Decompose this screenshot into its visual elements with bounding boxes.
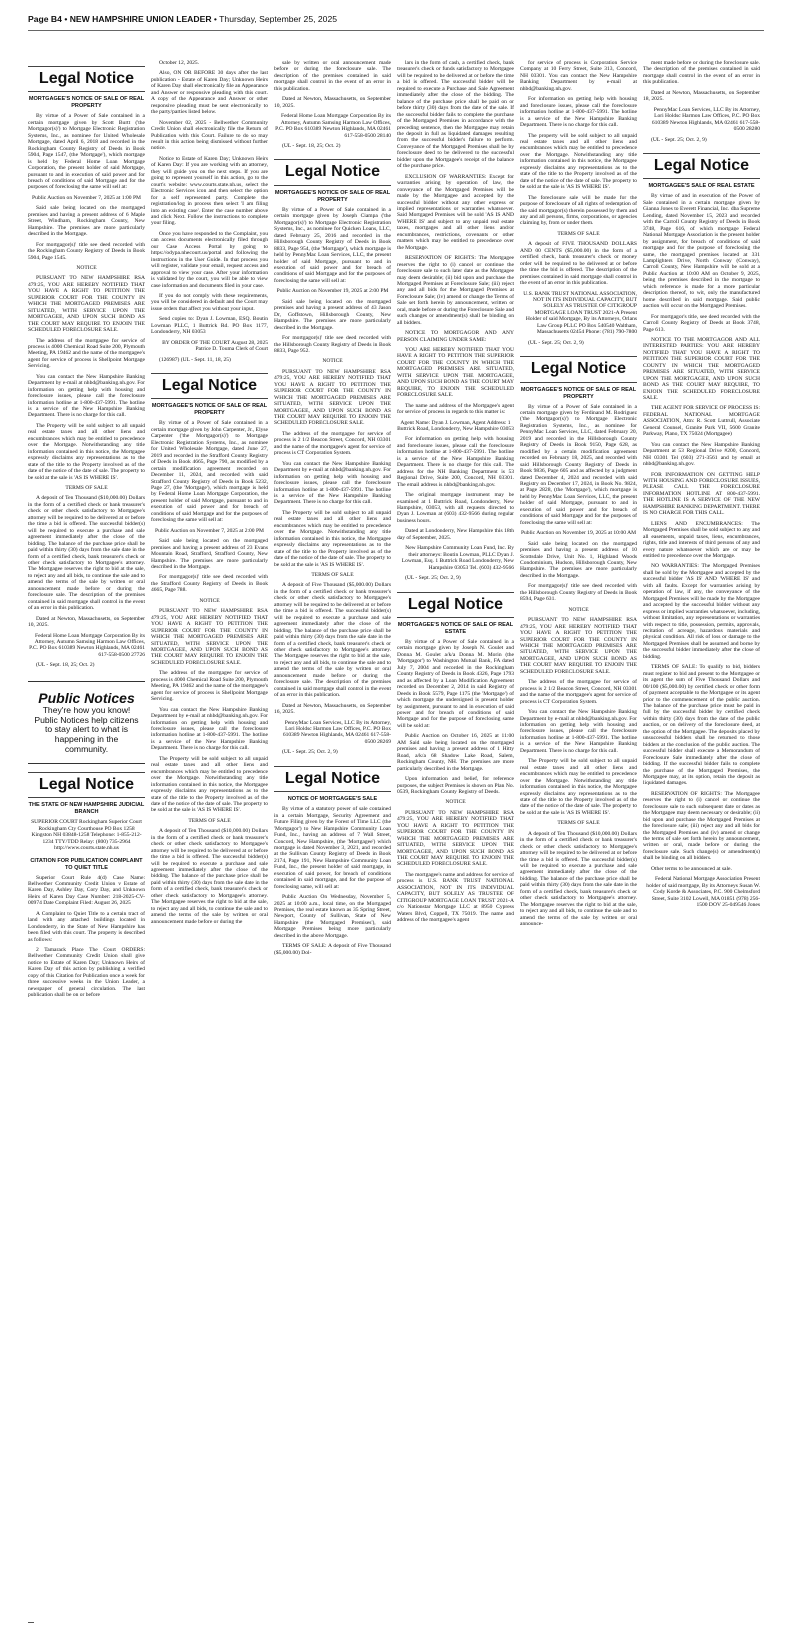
notice-paragraph: The property will be sold subject to all unpaid real estate taxes and all other liens and encumbrances which may be entitled to precedence over the Mortgage. Notwithstanding any title information contained in this notice, the Mortgagee expressly disclaims any representations as to the state of the title to the Property involved as of the date of the notice of the date of sale. The property to be sold at the sale is 'AS IS WHERE IS'.	[520, 132, 637, 191]
section-heading: Legal Notice	[643, 153, 760, 179]
spacer	[28, 999, 145, 1003]
notice-paragraph: PURSUANT TO NEW HAMPSHIRE RSA 479:25, YOU ARE HEREBY NOTIFIED THAT YOU HAVE A RIGHT TO PETITION THE SUPERIOR COURT FOR THE COUNTY IN WHICH THE MORTGAGED PREMISES ARE SITUATED, WITH SERVICE UPON THE MORTGAGEE, AND UPON SUCH BOND AS THE COURT MAY REQUIRE TO ENJOIN THE SCHEDULED FORECLOSURE SALE.	[151, 608, 268, 666]
spacer	[28, 669, 145, 673]
notice-paragraph: Said sale being located on the mortgaged premises and having a present address of 43 Jason Dr, Goffstown, Hillsborough County, New Hampshire. The premises are more particularly described in the Mortgage.	[274, 298, 391, 331]
notice-paragraph: By virtue of a Power of Sale contained in a certain mortgage given by John Carpenter, Jr., Elyse Carpenter ('the Mortgagor(s)') to Mortgage Electronic Registration Systems, Inc., as nominee for United Wholesale Mortgage, dated June 27, 2019 and recorded in the Strafford County Registry of Deeds in Book 4665, Page 790, as modified by a certain modification agreement recorded on December 11, 2024, and recorded with said Strafford County Registry of Deeds in Book 5232, Page 27, (the 'Mortgage'), which mortgage is held by Federal Home Loan Mortgage Corporation, the present holder of said Mortgage, pursuant to and in execution of said power and for breach of conditions of said Mortgage and for the purposes of foreclosing the same will sell at:	[151, 420, 268, 524]
notice-signature: BY ORDER OF THE COURT August 28, 2025 Patrice D. Touma Clerk of Court	[162, 339, 268, 353]
section-heading: Legal Notice	[520, 356, 637, 382]
notice-paragraph: RESERVATION OF RIGHTS: The Mortgagee reserves the right to (i) cancel or continue the foreclosure sale to such later date as the Mortgagee may deem desirable; (ii) bid upon and purchase the Mortgaged Premises at Foreclosure Sale; (iii) reject any and all bids for the Mortgaged Premises at Foreclosure Sale; (iv) amend or change the Terms of Sale set forth herein by announcement, written or oral, made before or during the Foreclosure Sale and such changes or amendment(s) shall be binding on all bidders.	[397, 255, 514, 326]
page-header	[28, 14, 764, 31]
notice-paragraph: Dated at Newton, Massachusetts, on September 18, 2025.	[643, 89, 760, 103]
notice-paragraph: Said sale being located on the mortgaged premises and having a present address of 23 Evans Mountain Road, Strafford, Strafford County, New Hampshire. The premises are more particularly described in the Mortgage.	[151, 538, 268, 570]
column-5	[520, 60, 637, 1580]
notice-centered-line: TERMS OF SALE	[188, 817, 231, 824]
notice-paragraph: (UL - Sept. 25; Oct. 2, 9)	[528, 339, 584, 346]
notice-paragraph: NOTICE TO THE MORTGAGOR AND ALL INTERESTED PARTIES: YOU ARE HEREBY NOTIFIED THAT YOU HAVE A RIGHT TO PETITION THE SUPERIOR COURT FOR THE COUNTY IN WHICH THE MORTGAGED PREMISES ARE SITUATED, WITH SERVICE UPON THE MORTGAGEE, AND UPON SUCH BOND AS THE COURT MAY REQUIRE, TO ENJOIN THE SCHEDULED FORECLOSURE SALE.	[643, 336, 760, 402]
spacer	[28, 852, 145, 856]
notice-paragraph: YOU ARE HEREBY NOTIFIED THAT YOU HAVE A RIGHT TO PETITION THE SUPERIOR COURT FOR THE COUNTY IN WHICH THE MORTGAGED PREMISES ARE SITUATED, WITH SERVICE UPON THE MORTGAGEE, AND UPON SUCH BOND AS THE COURT MAY REQUIRE, TO ENJOIN THE SCHEDULED FORECLOSURE SALE.	[397, 347, 514, 399]
spacer	[151, 925, 268, 929]
notice-paragraph: Dated at Londonderry, New Hampshire this 18th day of September, 2025.	[397, 528, 514, 541]
promo-title: Public Notices	[38, 689, 135, 706]
notice-paragraph: November 02, 2025 - Bellwether Community Credit Union shall electronically file the Return of Publication with this Court. Failure to do so may result in this action being dismissed without further notice.	[151, 119, 268, 152]
notice-paragraph: PURSUANT TO NEW HAMPSHIRE RSA 479:25, YOU ARE HEREBY NOTIFIED THAT YOU HAVE A RIGHT TO PETITION THE SUPERIOR COURT FOR THE COUNTY IN WHICH THE MORTGAGED PREMISES ARE SITUATED, WITH SERVICE UPON THE MORTGAGEE, AND UPON SUCH BOND AS THE COURT MAY REQUIRE TO ENJOIN THE SCHEDULED FORECLOSURE SALE.	[397, 809, 514, 868]
notice-paragraph: For mortgagor(s)' title see deed recorded with the Hillsborough County Registry of Deeds in Book 8833, Page 952.	[274, 335, 391, 354]
notice-signature: PennyMac Loan Services, LLC By its Attorney, Lori Holdsc Harmon Law Offices, P.C. PO Box 610389 Newton Highlands, MA 02461 617-558-0500 28269	[282, 719, 391, 745]
notice-paragraph: sale by written or oral announcement made before or during the foreclosure sale. The description of the premises contained in said mortgage shall control in the event of an error in this publication.	[274, 60, 391, 92]
notice-paragraph: LIENS AND ENCUMBRANCES: The Mortgaged Premises shall be sold subject to any and all easements, unpaid taxes, liens, encumbrances, rights, title and interests of third persons of any and every nature whatsoever which are or may be entitled to precedence over the Mortgage.	[643, 520, 760, 559]
notice-paragraph: NO WARRANTIES: The Mortgaged Premises shall be sold by the Mortgagee and accepted by the successful bidder 'AS IS' AND 'WHERE IS' and with all faults. Except for warranties arising by operation of law, if any, the conveyance of the Mortgaged Premises will be made by the Mortgagee and accepted by the successful bidder without any express or implied warranties whatsoever, including, without limitation, any representations or warranties with respect to title, possession, permits, approvals, recitation of acreage, hazardous materials and physical condition. All risk of loss or damage to the Mortgaged Premises shall be assumed and borne by the successful bidder immediately after the close of bidding.	[643, 563, 760, 660]
notice-paragraph: PURSUANT TO NEW HAMPSHIRE RSA 479:25, YOU ARE HEREBY NOTIFIED THAT YOU HAVE A RIGHT TO PETITION THE SUPERIOR COURT FOR THE COUNTY IN WHICH THE MORTGAGED PREMISES ARE SITUATED, WITH SERVICE UPON THE MORTGAGEE, AND UPON SUCH BOND AS THE COURT MAY REQUIRE TO ENJOIN THE SCHEDULED FORECLOSURE SALE.	[28, 275, 145, 334]
notice-signature: New Hampshire Community Loan Fund, Inc. By their attorneys: Boutin Lowman, PLLC Dyan J. Lowman, Esq. 1 Buttrick Road Londonderry, New Hampshire 03053 Tel. (603) 432-9566	[401, 545, 514, 571]
notice-centered-line: Agent Name: Dyan J. Lowman, Agent Address: 1 Buttrick Road, Londonderry, New Hampshire 03053	[397, 419, 514, 433]
header-separator: •	[213, 14, 220, 24]
notice-paragraph: For mortgagor(s)' title see deed recorded with the Hillsborough County Registry of Deeds in Book 8594, Page 631.	[520, 583, 637, 603]
section-heading: Legal Notice	[28, 772, 145, 798]
notice-paragraph: The address of the mortgagee for service of process is 4000 Chemical Road Suite 200, Plymouth Meeting, PA 19462 and the name of the mortgagee's agent for service of process is Shellpoint Mortgage Servicing.	[151, 670, 268, 703]
notice-paragraph: ment made before or during the foreclosure sale. The description of the premises contained in said mortgage shall control in the event of an error in this publication.	[643, 60, 760, 86]
header-separator: •	[64, 14, 70, 24]
spacer	[520, 928, 637, 932]
notice-centered-line: TERMS OF SALE	[311, 572, 354, 578]
notice-paragraph: Upon information and belief, for reference purposes, the subject Premises is shown on Plan No. 0539, Rockingham County Registry of Deeds.	[397, 776, 514, 795]
notice-centered-line: NOTICE	[76, 264, 97, 271]
spacer	[397, 582, 514, 586]
notice-paragraph: The address of the mortgagee for service of process is 4000 Chemical Road Suite 200, Plymouth Meeting, PA 19462 and the name of the mortgagee's agent for service of process is Shellpoint Mortgage Servicing.	[28, 337, 145, 370]
notice-paragraph: The original mortgage instrument may be examined at 1 Buttrick Road, Londonderry, New Hampshire, 03053, with all requests directed to Dyan J. Lowman at (603) 432-9566 during regular business hours.	[397, 492, 514, 524]
notice-paragraph: Notice to Estate of Karen Day; Unknown Heirs of Karen Day: If you are working with an attorney, they will guide you on the next steps. If you are going to represent yourself in this action, go to the court's website: www.courts.state.nh.us, select the Electronic Services icon and then select the option for a self represented party. Complete the registration/log in process then select 'I am filing into an existing case'. Enter the case number above and click Next. Follow the instructions to complete your filing.	[151, 155, 268, 227]
notice-paragraph: RESERVATION OF RIGHTS: The Mortgagee reserves the right to (i) cancel or continue the foreclosure sale to such subsequent date or dates as the Mortgagee may deem necessary or desirable; (ii) bid upon and purchase the Mortgaged Premises at the foreclosure sale; (iii) reject any and all bids for the Mortgaged Premises and (iv) amend or change the terms of sale set forth herein by announcement, written or oral, made before or during the foreclosure sale. Such change(s) or amendment(s) shall be binding on all bidders.	[643, 790, 760, 862]
section-heading: Legal Notice	[28, 66, 145, 92]
paper-name: NEW HAMPSHIRE UNION LEADER	[69, 14, 212, 24]
notice-title: THE STATE OF NEW HAMPSHIRE JUDICIAL BRANCH	[28, 802, 145, 816]
notice-paragraph: October 12, 2025.	[159, 60, 200, 66]
notice-paragraph: (UL - Sept. 18, 25; Oct. 2)	[36, 662, 95, 669]
notice-centered-line: TERMS OF SALE	[65, 485, 108, 492]
notice-paragraph: PURSUANT TO NEW HAMPSHIRE RSA 479:25, YOU ARE HEREBY NOTIFIED THAT YOU HAVE A RIGHT TO PETITION THE SUPERIOR COURT FOR THE COUNTY IN WHICH THE MORTGAGED PREMISES ARE SITUATED, WITH SERVICE UPON THE MORTGAGEE, AND UPON SUCH BOND AS THE COURT MAY REQUIRE TO ENJOIN THE SCHEDULED FORECLOSURE SALE.	[274, 368, 391, 427]
notice-paragraph: The Property will be sold subject to all unpaid real estate taxes and all other liens and encumbrances which may be entitled to precedence over the Mortgage. Notwithstanding any title information contained in this notice, the Mortgagee expressly disclaims any representations as to the state of the title to the Property involved as of the date of the notice of the date of sale. The property to be sold at the sale is 'AS IS WHERE IS'.	[274, 509, 391, 568]
notice-signature: Federal National Mortgage Association Present holder of said mortgage, By its Attorneys Susan W. Cody Korde & Associates, P.C. 900 Chelmsford Street, Suite 3102 Lowell, MA 01851 (978) 256-1500 DOV 25-049546 Jones	[646, 876, 760, 909]
notice-centered-line: SUPERIOR COURT Rockingham Superior Court Rockingham Cty Courthouse PO Box 1258 Kingston NH 03848-1258 Telephone: 1-855-212-1234 TTY/TDD Relay: (800) 735-2964 http://www.courts.state.nh.us	[31, 819, 142, 852]
notice-paragraph: If you do not comply with these requirements, you will be considered in default and the Court may issue orders that affect you without your input.	[151, 292, 268, 312]
notice-paragraph: (UL - Sept. 25; Oct. 2, 9)	[282, 749, 338, 756]
notice-paragraph: The foreclosure sale will be made for the purpose of foreclosure of all rights of redemption of the said mortgagor(s) therein possessed by them and any and all persons, firms, corporations, or agencies claiming by, from or under them.	[520, 194, 637, 227]
notice-title: MORTGAGEE'S NOTICE OF SALE OF REAL PROPERTY	[520, 386, 637, 400]
notice-paragraph: Other terms to be announced at sale.	[651, 865, 732, 872]
column-1	[28, 60, 145, 1580]
notice-paragraph: Dated at Newton, Massachusetts, on September 16, 2025.	[274, 702, 391, 716]
notice-paragraph: A deposit of Ten Thousand ($10,000.00) Dollars in the form of a certified check or bank treasurer's check or other check satisfactory to Mortgagee's attorney will be required to be delivered at or before the time a bid is offered. The successful bidder(s) will be required to execute a purchase and sale agreement immediately after the close of the bidding. The balance of the purchase price shall be paid within thirty (30) days from the sale date in the form of a certified check, bank treasurer's check or other check satisfactory to Mortgagee's attorney. The Mortgagee reserves the right to bid at the sale, to reject any and all bids, to continue the sale and to amend the terms of the sale by written or oral announcement made before or during the foreclosure sale. The description of the premises contained in said mortgage shall control in the event of an error in this publication.	[28, 495, 145, 612]
notice-centered-line: TERMS OF SALE	[557, 230, 600, 237]
section-heading: Legal Notice	[397, 592, 514, 618]
notice-signature: U.S. BANK TRUST NATIONAL ASSOCIATION, NOT IN ITS INDIVIDUAL CAPACITY, BUT SOLELY AS TRUSTEE OF CITIGROUP MORTGAGE LOAN TRUST 2021-A Present Holder of said Mortgage, By its Attorneys, Orlans Law Group PLLC PO Box 540540 Waltham, Massachusetts 02454 Phone: (781) 790-7800	[523, 290, 637, 336]
notice-title: MORTGAGEE'S NOTICE OF SALE OF REAL PROPERTY	[28, 96, 145, 110]
notice-signature: PennyMac Loan Services, LLC By its Attorney, Lori Holdsc Harmon Law Offices, P.C. PO Box 610389 Newton Highlands, MA 02461 617-558-0500 28280	[651, 106, 760, 133]
notice-paragraph: (UL - Sept. 18, 25; Oct. 2)	[282, 142, 341, 149]
crop-mark	[28, 1622, 34, 1623]
spacer	[274, 756, 391, 760]
notice-title: MORTGAGEE'S NOTICE OF SALE OF REAL PROPERTY	[274, 189, 391, 203]
notice-paragraph: (UL - Sept. 25; Oct. 2, 9)	[651, 136, 707, 143]
notice-paragraph: lars in the form of cash, a certified check, bank treasurer's check or funds satisfactory to Mortgagee will be required to be delivered at or before the time a bid is offered. The successful bidder will be required to execute a Purchase and Sale Agreement immediately after the close of the bidding. The balance of the purchase price shall be paid on or before thirty (30) days from the date of the sale. If the successful bidder fails to complete the purchase of the Mortgaged Premises in accordance with the preceding sentence, then the Mortgagee may retain the deposit in full as liquidated damages resulting from the successful bidder's failure to perform. Conveyance of the Mortgaged Premises shall be by foreclosure deed to be delivered to the successful bidder upon the Mortgagee's receipt of the balance of the purchase price.	[397, 60, 514, 170]
notice-paragraph: For mortgagor(s)' title see deed recorded with the Rockingham County Registry of Deeds in Book 5904, Page 1545.	[28, 241, 145, 261]
notice-paragraph: You can contact the New Hampshire Banking Department by e-mail at nhbd@banking.nh.gov. For information on getting help with housing and foreclosure issues, please call the foreclosure information hotline at 1-800-437-5991. The hotline is a service of the New Hampshire Banking Department. There is no charge for this call.	[520, 709, 637, 754]
notice-paragraph: A deposit of Ten Thousand ($10,000.00) Dollars in the form of a certified check or bank treasurer's check or other check satisfactory to Mortgagee's attorney will be required to be delivered at or before the time a bid is offered. The successful bidder(s) will be required to execute a purchase and sale agreement immediately after the close of the bidding. The balance of the purchase price shall be paid within thirty (30) days from the sale date in the form of a certified check, bank treasurer's check or other check satisfactory to Mortgagee's attorney. The Mortgagee reserves the right to bid at the sale, to reject any and all bids, to continue the sale and to amend the terms of the sale by written or oral announce-	[520, 830, 637, 928]
notice-paragraph: By virtue of and in execution of the Power of Sale contained in a certain mortgage given by Gianna Jones to Everett Financial, Inc. dba Supreme Lending, dated November 15, 2023 and recorded with the Carroll County Registry of Deeds in Book 3748, Page 616, of which mortgage Federal National Mortgage Association is the present holder by assignment, for breach of conditions of said mortgage and for the purpose of foreclosing the same, the mortgaged premises located at 331 Lamplighters Drive, North Conway (Conway), Carroll County, New Hampshire will be sold at a Public Auction at 10:00 AM on October 9, 2025, being the premises described in the mortgage to which reference is made for a more particular description thereof, to wit, only the manufactured home described in said mortgage. Said public auction will occur on the Mortgaged Premises.	[643, 193, 760, 310]
notice-paragraph: for service of process is Corporation Service Company at 10 Ferry Street, Suite 313, Concord, NH 03301. You can contact the New Hampshire Banking Department by e-mail at nhbd@banking.nh.gov.	[520, 60, 637, 92]
notice-paragraph: Also, ON OR BEFORE 30 days after the last publication - Estate of Karen Day; Unknown Heirs of Karen Day shall electronically file an Appearance and Answer or responsive pleading with this court. A copy of the Appearance and Answer or other responsive pleading must be sent electronically to the party/parties listed below.	[151, 70, 268, 116]
notice-paragraph: (126987) (UL - Sept. 11, 18, 25)	[159, 356, 231, 363]
spacer	[520, 346, 637, 350]
notice-paragraph: For information on getting help with housing and foreclosure issues, please call the foreclosure information hotline at 1-800-437-5991. The hotline is a service of the New Hampshire Banking Department. There is no charge for this call. The address for the NH Banking Department is 53 Regional Drive, Suite 200, Concord, NH 03301. The email address is nhbd@banking.nh.gov.	[397, 436, 514, 488]
notice-paragraph: The Property will be sold subject to all unpaid real estate taxes and all other liens and encumbrances which may be entitled to precedence over the Mortgage. Notwithstanding any title information contained in this notice, the Mortgagee expressly disclaims any representations as to the state of the title to the Property involved as of the date of the notice of the date of sale. The property to be sold at the sale is 'AS IS WHERE IS'.	[151, 755, 268, 814]
notice-paragraph: You can contact the New Hampshire Banking Department at 53 Regional Drive #200, Concord, NH 03301 Tel (603) 271-3561 and by email at nhbd@banking.nh.gov.	[643, 441, 760, 468]
notice-paragraph: THE AGENT FOR SERVICE OF PROCESS IS: FEDERAL NATIONAL MORTGAGE ASSOCIATION, Attn: R. Scott Luttrull, Associate General Counsel, Granite Park VII, 5600 Granite Parkway, Plano, TX 75024 (Mortgagee)	[643, 405, 760, 438]
notice-paragraph: NOTICE TO MORTGAGOR AND ANY PERSON CLAIMING UNDER SAME:	[397, 330, 514, 343]
notice-columns	[28, 60, 764, 1580]
public-notices-promo	[28, 681, 145, 764]
notice-paragraph: A deposit of FIVE THOUSAND DOLLARS AND 00 CENTS ($5,000.00) in the form of a certified check, bank treasurer's check or money order will be required to be delivered at or before the time the bid is offered. The description of the premises contained in said mortgage shall control in the event of an error in this publication.	[520, 241, 637, 287]
page-number: Page B4	[28, 14, 62, 24]
notice-paragraph: The name and address of the Mortgagee's agent for service of process in regards to this matter is:	[397, 402, 514, 416]
notice-paragraph: TERMS OF SALE: To qualify to bid, bidders must register to bid and present to the Mortgagee or its agent the sum of Five Thousand Dollars and 00/100 ($5,000.00) by certified check or other form of payment acceptable to the Mortgagee or its agent prior to the commencement of the public auction. The balance of the purchase price must be paid in full by the successful bidder by certified check within thirty (30) days from the date of the public auction, or on delivery of the foreclosure deed, at the option of the Mortgagee. The deposits placed by unsuccessful bidders shall be returned to those bidders at the conclusion of the public auction. The successful bidder shall execute a Memorandum of Foreclosure Sale immediately after the close of bidding. If the successful bidder fails to complete the purchase of the Mortgaged Premises, the Mortgagee may, at its option, retain the deposit as liquidated damages.	[643, 664, 760, 787]
column-2	[151, 60, 268, 1580]
notice-title: CITATION FOR PUBLICATION COMPLAINT TO QUIET TITLE	[30, 857, 143, 871]
notice-paragraph: By virtue of a Power of Sale contained in a certain mortgage given by Joseph Ciampa ('the Mortgagor(s)') to Mortgage Electronic Registration Systems, Inc., as nominee for Quicken Loans, LLC, dated February 25, 2016 and recorded in the Hillsborough County Registry of Deeds in Book 8833, Page 954, (the 'Mortgage'), which mortgage is held by PennyMac Loan Services, LLC, the present holder of said Mortgage, pursuant to and in execution of said power and for breach of conditions of said Mortgage and for the purposes of foreclosing the same will sell at:	[274, 206, 391, 284]
notice-signature: Federal Home Loan Mortgage Corporation By its Attorney, Autumn Samsing Harmon Law Offices, P.C. PO Box 610389 Newton Highlands, MA 02461 617-558-0500 28140	[275, 113, 391, 139]
notice-paragraph: Once you have responded to the Complaint, you can access documents electronically filed through our Case Access Portal by going to https://odypa.nhecourt.us/portal and following the instructions in the User Guide. In that process you will register, validate your email, request access and approval to view your case. After your information is validated by the court, you will be able to view case information and documents filed in your case.	[151, 230, 268, 289]
notice-paragraph: The Property will be sold subject to all unpaid real estate taxes and all other liens and encumbrances which may be entitled to precedence over the Mortgage. Notwithstanding any title information contained in this notice, the Mortgagee expressly disclaims any representations as to the state of the title to the Property involved as of the date of the notice of the date of sale. The property to be sold at the sale is 'AS IS WHERE IS'.	[520, 758, 637, 816]
section-heading: Legal Notice	[274, 766, 391, 792]
notice-paragraph: PURSUANT TO NEW HAMPSHIRE RSA 479:25, YOU ARE HEREBY NOTIFIED THAT YOU HAVE A RIGHT TO PETITION THE SUPERIOR COURT FOR THE COUNTY IN WHICH THE MORTGAGED PREMISES ARE SITUATED, WITH SERVICE UPON THE MORTGAGEE, AND UPON SUCH BOND AS THE COURT MAY REQUIRE TO ENJOIN THE SCHEDULED FORECLOSURE SALE.	[520, 617, 637, 675]
notice-paragraph: A deposit of Ten Thousand ($10,000.00) Dollars in the form of a certified check or bank treasurer's check or other check satisfactory to Mortgagee's attorney will be required to be delivered at or before the time a bid is offered. The successful bidder(s) will be required to execute a purchase and sale agreement immediately after the close of the bidding. The balance of the purchase price shall be paid within thirty (30) days from the sale date in the form of a certified check, bank treasurer's check or other check satisfactory to Mortgagee's attorney. The Mortgagee reserves the right to bid at the sale, to reject any and all bids, to continue the sale and to amend the terms of the sale by written or oral announcement made before or during the	[151, 828, 268, 925]
notice-paragraph: Public Auction on October 16, 2025 at 11:00 AM Said sale being located on the mortgaged premises and having a present address of 1 Hitty Road, a/k/a 68 Shadow Lake Road, Salem, Rockingham County, NH. The premises are more particularly described in the Mortgage.	[397, 733, 514, 772]
notice-paragraph: Dated at Newton, Massachusetts, on September 10, 2025.	[274, 96, 391, 109]
notice-paragraph: You can contact the New Hampshire Banking Department by e-mail at nhbd@banking.nh.gov. For information on getting help with housing and foreclosure issues, please call the foreclosure information hotline at 1-800-437-5991. The hotline is a service of the New Hampshire Banking Department. There is no charge for this call.	[274, 460, 391, 506]
spacer	[397, 924, 514, 928]
notice-paragraph: FOR INFORMATION ON GETTING HELP WITH HOUSING AND FORECLOSURE ISSUES, PLEASE CALL THE FORECLOSURE INFORMATION HOTLINE AT 800-437-5991. THE HOTLINE IS A SERVICE OF THE NEW HAMPSHIRE BANKING DEPARTMENT. THERE IS NO CHARGE FOR THIS CALL.	[643, 471, 760, 517]
notice-paragraph: TERMS OF SALE: A deposit of Five Thousand ($5,000.00) Dol-	[274, 943, 391, 956]
notice-paragraph: The Property will be sold subject to all unpaid real estate taxes and all other liens and encumbrances which may be entitled to precedence over the Mortgage. Notwithstanding any title information contained in this notice, the Mortgagee expressly disclaims any representations as to the state of the title to the Property involved as of the date of the notice of the date of sale. The property to be sold at the sale is 'AS IS WHERE IS'.	[28, 422, 145, 481]
spacer	[274, 149, 391, 153]
notice-paragraph: A Complaint to Quiet Title to a certain tract of land with any attached buildings located in Londonderry, in the State of New Hampshire has been filed with this court. The property is described as follows:	[28, 910, 145, 943]
notice-paragraph: The address of the mortgagee for service of process is 2 1/2 Beacon Street, Concord, NH 03301 and the name of the mortgagee's agent for service of process is CT Corporation System.	[520, 679, 637, 705]
notice-signature: Federal Home Loan Mortgage Corporation By its Attorney, Autumn Samsing Harmon Law Offices, P.C. PO Box 610389 Newton Highlands, MA 02461 617-558-0500 27726	[29, 632, 145, 658]
notice-paragraph: A deposit of Five Thousand ($5,000.00) Dollars in the form of a certified check or bank treasurer's check or other check satisfactory to Mortgagee's attorney will be required to be delivered at or before the time a bid is offered. The successful bidder(s) will be required to execute a purchase and sale agreement immediately after the close of the bidding. The balance of the purchase price shall be paid within thirty (30) days from the sale date in the form of a certified check, bank treasurer's check or other check satisfactory to Mortgagee's attorney. The Mortgagee reserves the right to bid at the sale, to reject any and all bids, to continue the sale and to amend the terms of the sale by written or oral announcement made before or during the foreclosure sale. The description of the premises contained in said mortgage shall control in the event of an error in this publication.	[274, 582, 391, 699]
notice-title: MORTGAGEE'S SALE OF REAL ESTATE	[648, 183, 755, 190]
notice-paragraph: By virtue of a Power of Sale contained in a certain mortgage given by Scott Burtt ('the Mortgagor(s)') to Mortgage Electronic Registration Systems, Inc., as nominee for United Wholesale Mortgage, dated April 6, 2018 and recorded in the Rockingham County Registry of Deeds in Book 5904, Page 1547, (the 'Mortgage'), which mortgage is held by Federal Home Loan Mortgage Corporation, the present holder of said Mortgage, pursuant to and in execution of said power and for breach of conditions of said Mortgage and for the purposes of foreclosing the same will sell at:	[28, 113, 145, 191]
notice-centered-line: Public Auction on November 7, 2025 at 2:00 PM	[155, 527, 264, 534]
notice-title: MORTGAGEE'S NOTICE OF SALE OF REAL ESTATE	[397, 621, 514, 635]
notice-paragraph: Send copies to: Dyan J. Lowman, ESQ. Boutin Lowman PLLC, 1 Buttrick Rd. PO Box 1177, Londonderry, NH 03053	[151, 316, 268, 336]
notice-centered-line: NOTICE	[568, 606, 589, 613]
notice-paragraph: You can contact the New Hampshire Banking Department by e-mail at nhbd@banking.nh.gov. For information on getting help with housing and foreclosure issues, please call the foreclosure information hotline at 1-800-437-5991. The hotline is a service of the New Hampshire Banking Department. There is no charge for this call.	[28, 373, 145, 419]
notice-paragraph: By virtue of a Power of Sale contained in a certain mortgage given by Joseph N. Goulet and Donna M. Goulet a/k/a Donna M. Morin (the 'Mortgagor') to Washington Mutual Bank, FA dated July 7, 2004 and recorded in the Rockingham County Registry of Deeds in Book 4326, Page 1793 and as affected by a Loan Modification Agreement recorded on December 2, 2014 in said Registry of Deeds in Book 5579, Page 1175 (the 'Mortgage') of which mortgage the undersigned is present holder by assignment, pursuant to and in execution of said power and for breach of conditions of said Mortgage and for the purpose of foreclosing same will be sold at:	[397, 638, 514, 729]
column-4	[397, 60, 514, 1580]
notice-centered-line: NOTICE	[199, 597, 220, 604]
notice-paragraph: For mortgagor's title, see deed recorded with the Carroll County Registry of Deeds at Book 3748, Page 613.	[643, 313, 760, 333]
notice-paragraph: The mortgagee's name and address for service of process is U.S. BANK TRUST NATIONAL ASSOCIATION, NOT IN ITS INDIVIDUAL CAPACITY, BUT SOLELY AS TRUSTEE OF CITIGROUP MORTGAGE LOAN TRUST 2021-A c/o Nationstar Mortgage LLC at 8950 Cypress Waters Blvd, Coppell, TX 75019. The name and address of the mortgagee's agent	[397, 871, 514, 924]
issue-date: Thursday, September 25, 2025	[219, 14, 338, 24]
promo-text: They're how you know! Public Notices help citizens to stay alert to what is happening in the community.	[34, 704, 139, 754]
notice-centered-line: Public Auction on November 7, 2025 at 1:00 PM	[32, 194, 141, 201]
notice-paragraph: Dated at Newton, Massachusetts, on September 10, 2025.	[28, 615, 145, 629]
notice-paragraph: By virtue of a statutory power of sale contained in a certain Mortgage, Security Agreement and Future Filing given by the Forest of Time LLC (the 'Mortgagor') to New Hampshire Community Loan Fund, Inc., having an address of 7 Wall Street, Concord, New Hampshire, (the 'Mortgagee') which mortgage is dated November 3, 2021, and recorded at the Sullivan County Registry of Deeds in Book 2174, Page 191, New Hampshire Community Loan Fund, Inc., the present holder of said mortgage, in execution of said power, for breach of conditions contained in said mortgage, and for the purpose of foreclosing same, will sell at:	[274, 806, 391, 890]
column-6	[643, 60, 760, 1580]
notice-paragraph: Public Auction On Wednesday, November 5, 2025 at 10:00 a.m., local time, on the Mortgaged Premises, the real estate known as 35 Spring Street, Newport, County of Sullivan, State of New Hampshire (the 'Mortgaged Premises'), said Mortgage Premises being more particularly described in the above Mortgage.	[274, 894, 391, 939]
spacer	[643, 143, 760, 147]
section-heading: Legal Notice	[151, 373, 268, 399]
notice-paragraph: EXCLUSION OF WARRANTIES: Except for warranties arising by operation of law, the conveyance of the Mortgaged Premises will be made by the Mortgagee and accepted by the successful bidder without any other express or implied representations or warranties whatsoever. Said Mortgaged Premises will be sold 'AS IS AND WHERE IS' and subject to any unpaid real estate taxes, mortgages and all other liens and/or encumbrances, restrictions, covenants or other matters which may be entitled to precedence over the Mortgage.	[397, 173, 514, 251]
column-3	[274, 60, 391, 1580]
spacer	[151, 363, 268, 367]
section-heading: Legal Notice	[274, 159, 391, 185]
notice-centered-line: NOTICE	[322, 358, 343, 365]
notice-title: NOTICE OF MORTGAGEE'S SALE	[287, 796, 378, 803]
notice-paragraph: The address of the mortgagee for service of process is 2 1/2 Beacon Street, Concord, NH 03301 and the name of the mortgagee's agent for service of process is CT Corporation System.	[274, 430, 391, 457]
notice-paragraph: Superior Court Rule 4(d) Case Name: Bellwether Community Credit Union v Estate of Karen Day, Ashley Day, Cory Day, and Unknown Heirs of Karen Day Case Number: 218-2025-CV-00974 Date Complaint Filed: August 26, 2025	[28, 874, 145, 907]
notice-paragraph: For mortgagor(s)' title see deed recorded with the Strafford County Registry of Deeds in Book 4665, Page 788.	[151, 574, 268, 594]
notice-centered-line: TERMS OF SALE	[557, 820, 600, 827]
notice-centered-line: Public Auction on November 19, 2025 at 10:00 AM	[520, 530, 637, 537]
notice-paragraph: By virtue of a Power of Sale contained in a certain mortgage given by Ferdinand M. Rodriguez ('the Mortgagor(s)') to Mortgage Electronic Registration Systems, Inc., as nominee for PennyMac Loan Services, LLC, dated February 20, 2019 and recorded in the Hillsborough County Registry of Deeds in Book 9150, Page 628, as modified by a certain modification agreement recorded on February 18, 2025, and recorded with said Hillsborough County Registry of Deeds in Book 9836, Page 605 and as affected by a judgment dated December 4, 2024 and recorded with said Registry on December 17, 2024, in Book No. 9824, at Page 2828, (the 'Mortgage'), which mortgage is held by PennyMac Loan Services, LLC, the present holder of said Mortgage, pursuant to and in execution of said power and for breach of conditions of said Mortgage and for the purposes of foreclosing the same will sell at:	[520, 403, 637, 526]
notice-paragraph: (UL - Sept. 25; Oct. 2, 9)	[405, 575, 461, 582]
spacer	[274, 956, 391, 960]
notice-paragraph: 2 Tamarack Place The Court ORDERS: Bellwether Community Credit Union shall give notice to Estate of Karen Day; Unknown Heirs of Karen Day of this action by publishing a verified copy of this Citation for Publication once a week for three successive weeks in the Union Leader, a newspaper of general circulation. The last publication shall be on or before	[28, 947, 145, 999]
notice-centered-line: NOTICE	[445, 799, 466, 806]
notice-paragraph: Said sale being located on the mortgaged premises and having a present address of 6 Maple Street, Windham, Rockingham County, New Hampshire. The premises are more particularly described in the Mortgage.	[28, 205, 145, 238]
spacer	[643, 909, 760, 913]
notice-title: MORTGAGEE'S NOTICE OF SALE OF REAL PROPERTY	[151, 403, 268, 417]
notice-paragraph: You can contact the New Hampshire Banking Department by e-mail at nhbd@banking.nh.gov. For information on getting help with housing and foreclosure issues, please call the foreclosure information hotline at 1-800-437-5991. The hotline is a service of the New Hampshire Banking Department. There is no charge for this call.	[151, 706, 268, 752]
notice-paragraph: Said sale being located on the mortgaged premises and having a present address of 10 Scottsdale Drive, Unit No. 1, Highland Woods Condominium, Hudson, Hillsborough County, New Hampshire. The premises are more particularly described in the Mortgage.	[520, 540, 637, 579]
notice-centered-line: Public Auction on November 19, 2025 at 2:00 PM	[276, 288, 389, 295]
notice-paragraph: For information on getting help with housing and foreclosure issues, please call the foreclosure information hotline at 1-800-437-5991. The hotline is a service of the New Hampshire Banking Department. There is no charge for this call.	[520, 96, 637, 129]
